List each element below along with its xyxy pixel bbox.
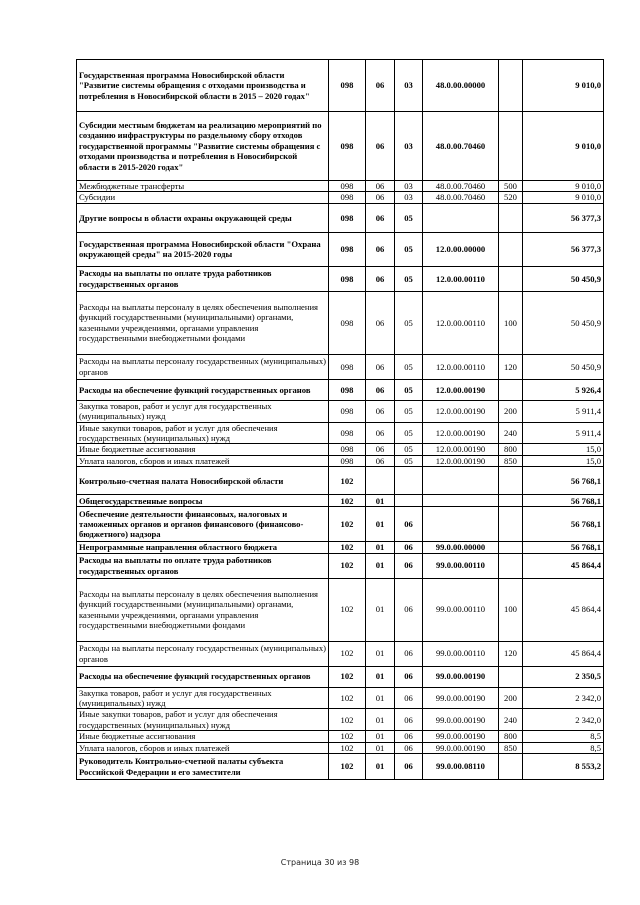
cell-vr <box>499 60 523 112</box>
cell-pr <box>395 467 423 495</box>
cell-rz: 06 <box>366 422 395 444</box>
cell-ved: 102 <box>329 495 366 507</box>
cell-name: Уплата налогов, сборов и иных платежей <box>77 742 329 753</box>
cell-sum: 5 926,4 <box>523 379 604 400</box>
table-row <box>77 203 604 232</box>
cell-name: Общегосударственные вопросы <box>77 495 329 507</box>
cell-ved: 102 <box>329 687 366 709</box>
cell-pr: 06 <box>395 731 423 742</box>
cell-sum: 45 864,4 <box>523 553 604 578</box>
cell-vr <box>499 266 523 291</box>
cell-rz: 06 <box>366 266 395 291</box>
cell-name: Расходы на выплаты персоналу государственных (муниципальных) органов <box>77 354 329 379</box>
table-row <box>77 687 604 709</box>
cell-sum: 45 864,4 <box>523 641 604 666</box>
cell-rz: 01 <box>366 742 395 753</box>
table-row <box>77 232 604 266</box>
cell-rz: 06 <box>366 400 395 422</box>
cell-rz: 01 <box>366 495 395 507</box>
table-row <box>77 379 604 400</box>
cell-vr <box>499 542 523 553</box>
cell-sum: 45 864,4 <box>523 578 604 641</box>
cell-sum: 8,5 <box>523 742 604 753</box>
cell-sum: 56 377,3 <box>523 203 604 232</box>
cell-name: Закупка товаров, работ и услуг для государственных (муниципальных) нужд <box>77 400 329 422</box>
cell-ved: 102 <box>329 641 366 666</box>
cell-pr: 03 <box>395 112 423 181</box>
cell-name: Государственная программа Новосибирской области "Охрана окружающей среды" на 2015-2020 годы <box>77 232 329 266</box>
table-body <box>77 60 604 780</box>
cell-sum: 50 450,9 <box>523 354 604 379</box>
cell-vr: 850 <box>499 455 523 466</box>
table-row <box>77 641 604 666</box>
cell-vr <box>499 232 523 266</box>
cell-vr: 120 <box>499 354 523 379</box>
cell-ved: 098 <box>329 455 366 466</box>
cell-pr: 06 <box>395 666 423 687</box>
table-row <box>77 354 604 379</box>
cell-pr: 03 <box>395 192 423 203</box>
cell-pr: 06 <box>395 578 423 641</box>
cell-csr: 12.0.00.00190 <box>423 455 499 466</box>
cell-pr: 05 <box>395 232 423 266</box>
cell-csr: 48.0.00.70460 <box>423 181 499 192</box>
cell-csr <box>423 467 499 495</box>
cell-csr: 99.0.00.00190 <box>423 731 499 742</box>
cell-rz: 01 <box>366 687 395 709</box>
cell-csr: 48.0.00.70460 <box>423 112 499 181</box>
cell-vr <box>499 379 523 400</box>
cell-sum: 15,0 <box>523 455 604 466</box>
table-row <box>77 742 604 753</box>
cell-vr: 500 <box>499 181 523 192</box>
cell-sum: 9 010,0 <box>523 112 604 181</box>
table-row <box>77 731 604 742</box>
cell-name: Расходы на обеспечение функций государственных органов <box>77 666 329 687</box>
cell-name: Руководитель Контрольно-счетной палаты субъекта Российской Федерации и его заместители <box>77 754 329 780</box>
cell-pr: 06 <box>395 553 423 578</box>
cell-csr: 99.0.00.00000 <box>423 542 499 553</box>
cell-ved: 098 <box>329 112 366 181</box>
cell-ved: 098 <box>329 379 366 400</box>
cell-ved: 098 <box>329 400 366 422</box>
cell-sum: 9 010,0 <box>523 192 604 203</box>
cell-rz: 06 <box>366 379 395 400</box>
cell-rz: 06 <box>366 444 395 455</box>
cell-rz: 06 <box>366 181 395 192</box>
cell-pr: 05 <box>395 379 423 400</box>
cell-csr: 99.0.00.00190 <box>423 742 499 753</box>
cell-ved: 102 <box>329 742 366 753</box>
cell-sum: 56 377,3 <box>523 232 604 266</box>
cell-sum: 2 350,5 <box>523 666 604 687</box>
cell-vr: 850 <box>499 742 523 753</box>
cell-ved: 098 <box>329 444 366 455</box>
cell-pr: 05 <box>395 266 423 291</box>
cell-sum: 9 010,0 <box>523 60 604 112</box>
cell-csr: 12.0.00.00000 <box>423 232 499 266</box>
cell-name: Иные закупки товаров, работ и услуг для обеспечения государственных (муниципальных) нужд <box>77 422 329 444</box>
cell-vr: 800 <box>499 731 523 742</box>
table-row <box>77 495 604 507</box>
cell-sum: 5 911,4 <box>523 400 604 422</box>
cell-ved: 102 <box>329 507 366 542</box>
cell-sum: 5 911,4 <box>523 422 604 444</box>
cell-vr: 100 <box>499 578 523 641</box>
table-row <box>77 709 604 731</box>
table-row <box>77 192 604 203</box>
budget-table <box>76 59 604 780</box>
cell-ved: 098 <box>329 60 366 112</box>
cell-rz: 01 <box>366 709 395 731</box>
cell-rz <box>366 467 395 495</box>
cell-rz: 01 <box>366 507 395 542</box>
cell-sum: 50 450,9 <box>523 291 604 354</box>
cell-ved: 102 <box>329 754 366 780</box>
cell-pr: 03 <box>395 60 423 112</box>
cell-vr <box>499 495 523 507</box>
cell-sum: 2 342,0 <box>523 709 604 731</box>
cell-name: Расходы на выплаты по оплате труда работников государственных органов <box>77 553 329 578</box>
cell-csr: 48.0.00.00000 <box>423 60 499 112</box>
cell-ved: 098 <box>329 291 366 354</box>
cell-csr <box>423 495 499 507</box>
cell-ved: 098 <box>329 266 366 291</box>
cell-vr <box>499 112 523 181</box>
cell-rz: 01 <box>366 553 395 578</box>
cell-csr: 12.0.00.00190 <box>423 379 499 400</box>
cell-sum: 50 450,9 <box>523 266 604 291</box>
cell-rz: 01 <box>366 754 395 780</box>
table-row <box>77 112 604 181</box>
cell-sum: 2 342,0 <box>523 687 604 709</box>
cell-ved: 098 <box>329 192 366 203</box>
cell-name: Межбюджетные трансферты <box>77 181 329 192</box>
cell-csr: 12.0.00.00110 <box>423 354 499 379</box>
cell-vr <box>499 507 523 542</box>
cell-vr <box>499 203 523 232</box>
table-row <box>77 60 604 112</box>
cell-rz: 06 <box>366 354 395 379</box>
cell-ved: 098 <box>329 422 366 444</box>
cell-rz: 06 <box>366 60 395 112</box>
cell-rz: 06 <box>366 232 395 266</box>
cell-pr: 06 <box>395 507 423 542</box>
cell-name: Иные закупки товаров, работ и услуг для обеспечения государственных (муниципальных) нужд <box>77 709 329 731</box>
cell-csr: 12.0.00.00110 <box>423 266 499 291</box>
cell-vr <box>499 553 523 578</box>
cell-name: Непрограммные направления областного бюджета <box>77 542 329 553</box>
cell-ved: 102 <box>329 666 366 687</box>
cell-vr <box>499 666 523 687</box>
cell-ved: 098 <box>329 354 366 379</box>
cell-vr: 120 <box>499 641 523 666</box>
cell-name: Контрольно-счетная палата Новосибирской области <box>77 467 329 495</box>
table-row <box>77 578 604 641</box>
cell-ved: 098 <box>329 203 366 232</box>
cell-sum: 56 768,1 <box>523 507 604 542</box>
table-row <box>77 754 604 780</box>
cell-name: Субсидии местным бюджетам на реализацию мероприятий по созданию инфраструктуры по раздельному сбору отходов государственной программы "Развитие системы обращения с отходами производства и потребления в Новосибирской области в 2015-2020 годах" <box>77 112 329 181</box>
cell-rz: 06 <box>366 112 395 181</box>
cell-vr: 240 <box>499 422 523 444</box>
cell-pr: 06 <box>395 754 423 780</box>
cell-ved: 098 <box>329 181 366 192</box>
cell-sum: 56 768,1 <box>523 542 604 553</box>
cell-name: Расходы на выплаты персоналу в целях обеспечения выполнения функций государственными (муниципальными) органами, казенными учреждениями, органами управления государственными внебюджетными фондами <box>77 291 329 354</box>
cell-vr: 800 <box>499 444 523 455</box>
cell-pr: 06 <box>395 542 423 553</box>
cell-sum: 56 768,1 <box>523 495 604 507</box>
cell-vr: 100 <box>499 291 523 354</box>
cell-name: Субсидии <box>77 192 329 203</box>
cell-sum: 56 768,1 <box>523 467 604 495</box>
table-row <box>77 507 604 542</box>
cell-ved: 102 <box>329 578 366 641</box>
cell-csr: 99.0.00.00110 <box>423 641 499 666</box>
cell-name: Уплата налогов, сборов и иных платежей <box>77 455 329 466</box>
cell-csr <box>423 203 499 232</box>
cell-csr: 12.0.00.00110 <box>423 291 499 354</box>
cell-sum: 15,0 <box>523 444 604 455</box>
cell-rz: 06 <box>366 455 395 466</box>
cell-rz: 01 <box>366 731 395 742</box>
cell-rz: 01 <box>366 578 395 641</box>
cell-csr <box>423 507 499 542</box>
table-row <box>77 542 604 553</box>
cell-name: Расходы на выплаты по оплате труда работников государственных органов <box>77 266 329 291</box>
cell-pr: 05 <box>395 444 423 455</box>
cell-pr: 06 <box>395 742 423 753</box>
cell-csr: 48.0.00.70460 <box>423 192 499 203</box>
table-row <box>77 400 604 422</box>
cell-csr: 99.0.00.08110 <box>423 754 499 780</box>
cell-rz: 06 <box>366 291 395 354</box>
table-row <box>77 266 604 291</box>
cell-rz: 01 <box>366 666 395 687</box>
cell-sum: 8,5 <box>523 731 604 742</box>
cell-ved: 102 <box>329 731 366 742</box>
cell-sum: 8 553,2 <box>523 754 604 780</box>
cell-name: Расходы на выплаты персоналу в целях обеспечения выполнения функций государственными (муниципальными) органами, казенными учреждениями, органами управления государственными внебюджетными фондами <box>77 578 329 641</box>
cell-name: Иные бюджетные ассигнования <box>77 444 329 455</box>
cell-name: Иные бюджетные ассигнования <box>77 731 329 742</box>
cell-ved: 102 <box>329 709 366 731</box>
cell-name: Государственная программа Новосибирской области "Развитие системы обращения с отходами производства и потребления в Новосибирской области в 2015 – 2020 годах" <box>77 60 329 112</box>
cell-pr: 03 <box>395 181 423 192</box>
table-row <box>77 467 604 495</box>
cell-ved: 102 <box>329 542 366 553</box>
cell-name: Расходы на обеспечение функций государственных органов <box>77 379 329 400</box>
cell-pr: 06 <box>395 641 423 666</box>
cell-csr: 99.0.00.00110 <box>423 578 499 641</box>
table-row <box>77 291 604 354</box>
cell-pr: 06 <box>395 709 423 731</box>
cell-sum: 9 010,0 <box>523 181 604 192</box>
cell-pr <box>395 495 423 507</box>
cell-pr: 05 <box>395 291 423 354</box>
cell-rz: 06 <box>366 203 395 232</box>
cell-rz: 01 <box>366 542 395 553</box>
cell-csr: 12.0.00.00190 <box>423 422 499 444</box>
cell-vr <box>499 754 523 780</box>
cell-csr: 99.0.00.00190 <box>423 709 499 731</box>
cell-pr: 05 <box>395 203 423 232</box>
cell-vr: 240 <box>499 709 523 731</box>
table-row <box>77 553 604 578</box>
cell-name: Обеспечение деятельности финансовых, налоговых и таможенных органов и органов финансового (финансово-бюджетного) надзора <box>77 507 329 542</box>
table-row <box>77 181 604 192</box>
cell-pr: 05 <box>395 422 423 444</box>
cell-vr: 200 <box>499 687 523 709</box>
cell-vr <box>499 467 523 495</box>
cell-pr: 05 <box>395 455 423 466</box>
cell-csr: 99.0.00.00190 <box>423 687 499 709</box>
cell-name: Закупка товаров, работ и услуг для государственных (муниципальных) нужд <box>77 687 329 709</box>
cell-rz: 01 <box>366 641 395 666</box>
table-row <box>77 666 604 687</box>
cell-rz: 06 <box>366 192 395 203</box>
table-row <box>77 444 604 455</box>
cell-name: Другие вопросы в области охраны окружающей среды <box>77 203 329 232</box>
cell-csr: 99.0.00.00110 <box>423 553 499 578</box>
cell-ved: 098 <box>329 232 366 266</box>
cell-vr: 200 <box>499 400 523 422</box>
cell-ved: 102 <box>329 553 366 578</box>
cell-pr: 05 <box>395 400 423 422</box>
cell-pr: 06 <box>395 687 423 709</box>
table-row <box>77 422 604 444</box>
cell-csr: 99.0.00.00190 <box>423 666 499 687</box>
cell-csr: 12.0.00.00190 <box>423 400 499 422</box>
cell-name: Расходы на выплаты персоналу государственных (муниципальных) органов <box>77 641 329 666</box>
table-row <box>77 455 604 466</box>
cell-vr: 520 <box>499 192 523 203</box>
cell-pr: 05 <box>395 354 423 379</box>
cell-csr: 12.0.00.00190 <box>423 444 499 455</box>
cell-ved: 102 <box>329 467 366 495</box>
page-footer: Страница 30 из 98 <box>280 858 360 867</box>
